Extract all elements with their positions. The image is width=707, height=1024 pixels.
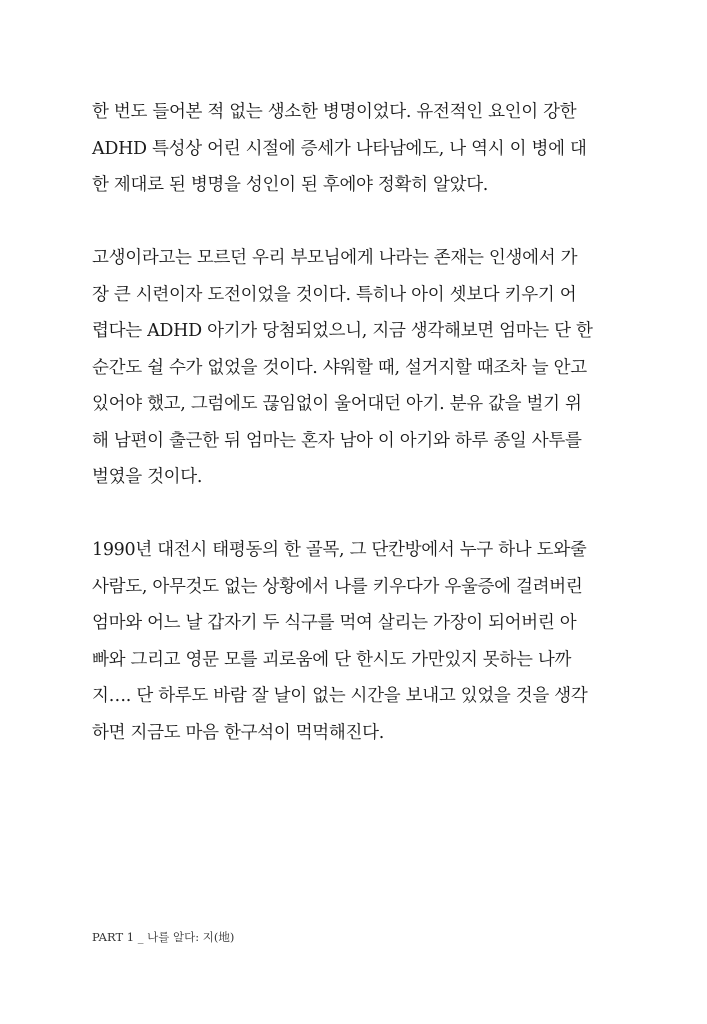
paragraph-line: 순간도 쉴 수가 없었을 것이다. 샤워할 때, 설거지할 때조차 늘 안고 xyxy=(92,357,587,378)
paragraph-line: 해 남편이 출근한 뒤 엄마는 혼자 남아 이 아기와 하루 종일 사투를 xyxy=(92,430,582,451)
paragraph-line: 한 제대로 된 병명을 성인이 된 후에야 정확히 알았다. xyxy=(92,175,489,195)
paragraph-line: 엄마와 어느 날 갑자기 두 식구를 먹여 살리는 가장이 되어버린 아 xyxy=(92,613,577,633)
paragraph-line: 고생이라고는 모르던 우리 부모님에게 나라는 존재는 인생에서 가 xyxy=(92,248,578,268)
paragraph-line: 지…. 단 하루도 바람 잘 날이 없는 시간을 보내고 있었을 것을 생각 xyxy=(92,686,588,706)
paragraph-line: 있어야 했고, 그럼에도 끊임없이 울어대던 아기. 분유 값을 벌기 위 xyxy=(92,394,582,414)
paragraph-line: 1990년 대전시 태평동의 한 골목, 그 단칸방에서 누구 하나 도와줄 xyxy=(92,540,587,560)
paragraph-line: 사람도, 아무것도 없는 상황에서 나를 키우다가 우울증에 걸려버린 xyxy=(92,576,583,597)
running-footer: PART 1 _ 나를 알다: 지(地) xyxy=(92,930,235,944)
paragraph-line: 렵다는 ADHD 아기가 당첨되었으니, 지금 생각해보면 엄마는 단 한 xyxy=(92,321,593,341)
paragraph-line: 벌였을 것이다. xyxy=(92,467,203,487)
body-text xyxy=(92,94,592,751)
paragraph-line: 한 번도 들어본 적 없는 생소한 병명이었다. 유전적인 요인이 강한 xyxy=(92,102,577,122)
paragraph-line: 장 큰 시련이자 도전이었을 것이다. 특히나 아이 셋보다 키우기 어 xyxy=(92,284,577,305)
paragraph-gap xyxy=(92,496,592,533)
paragraph-gap xyxy=(92,204,592,241)
paragraph-line: 하면 지금도 마음 한구석이 먹먹해진다. xyxy=(92,722,384,743)
paragraph-line: ADHD 특성상 어린 시절에 증세가 나타남에도, 나 역시 이 병에 대 xyxy=(92,138,587,159)
paragraph-line: 빠와 그리고 영문 모를 괴로움에 단 한시도 가만있지 못하는 나까 xyxy=(92,649,572,670)
